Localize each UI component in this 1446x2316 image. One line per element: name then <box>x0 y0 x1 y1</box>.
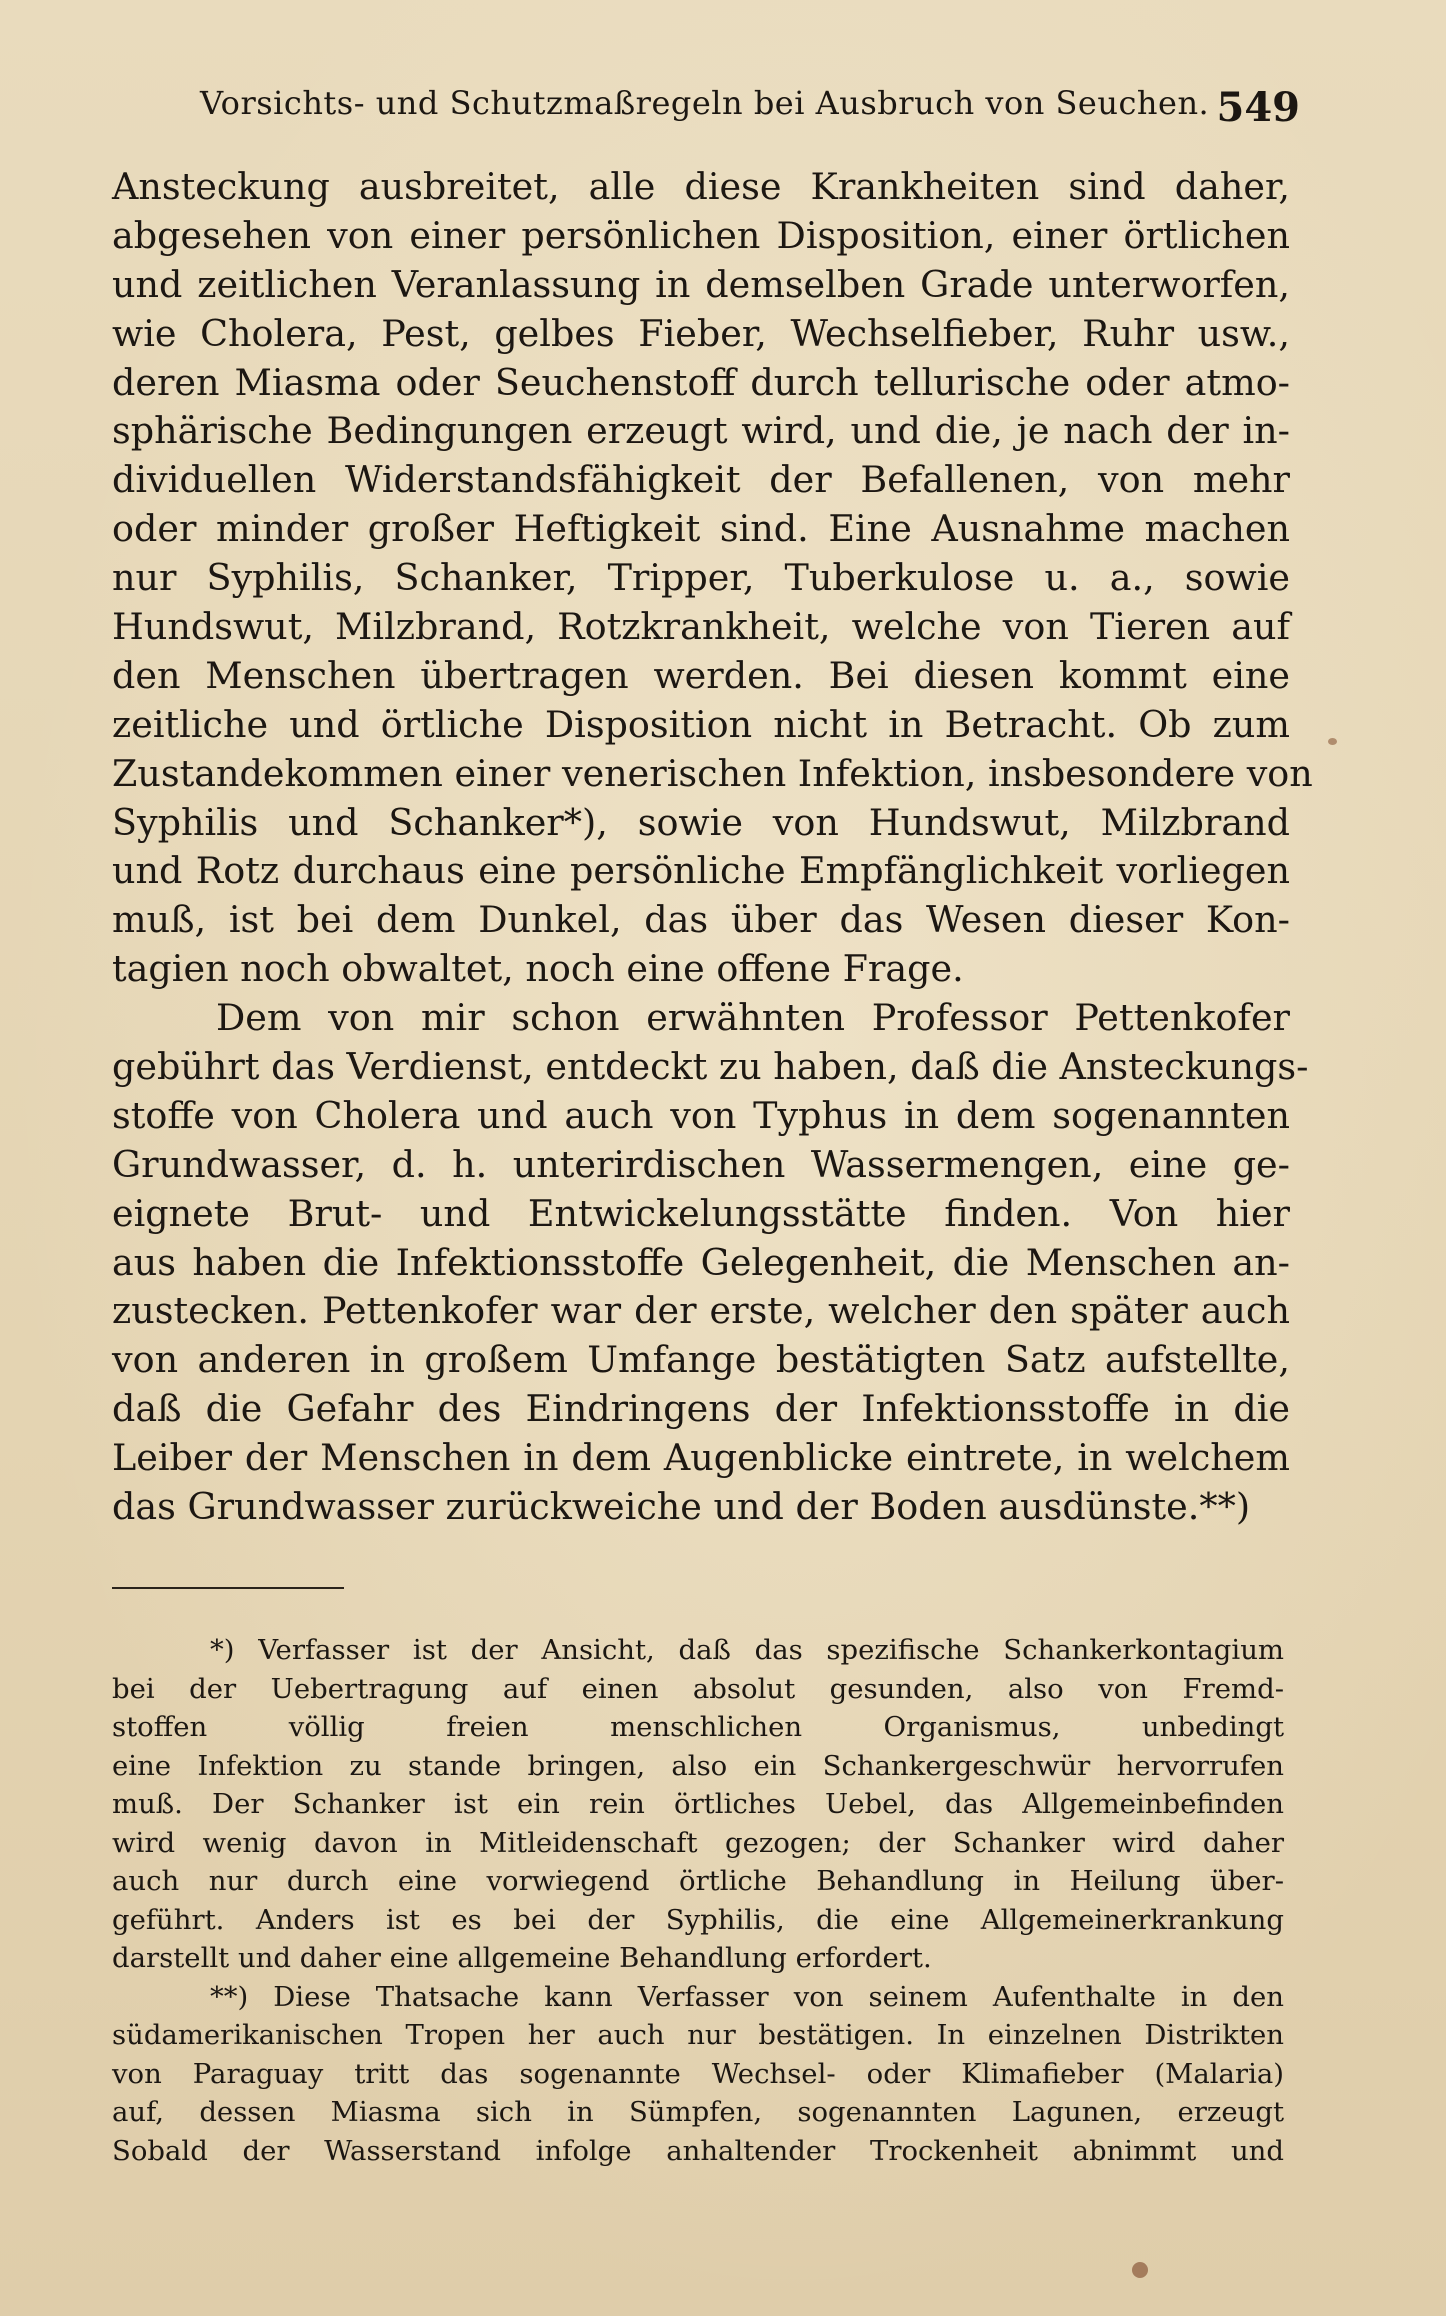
footnote-line: darstellt und daher eine allgemeine Behandlung erfordert. <box>112 1942 932 1974</box>
text-line: wie Cholera, Pest, gelbes Fieber, Wechselfieber, Ruhr usw., <box>112 311 1290 355</box>
footnote-line: wird wenig davon in Mitleidenschaft gezogen; der Schanker wird daher <box>112 1826 1284 1859</box>
text-line: Syphilis und Schanker*), sowie von Hundswut, Milzbrand <box>112 800 1290 844</box>
main-text <box>112 163 1313 1532</box>
text-line: abgesehen von einer persönlichen Disposition, einer örtlichen <box>112 213 1290 257</box>
footnote-line: auf, dessen Miasma sich in Sümpfen, sogenannten Lagunen, erzeugt <box>112 2096 1284 2128</box>
text-line: den Menschen übertragen werden. Bei diesen kommt eine <box>112 653 1290 697</box>
text-line: dividuellen Widerstandsfähigkeit der Befallenen, von mehr <box>112 458 1290 502</box>
text-line: oder minder großer Heftigkeit sind. Eine Ausnahme machen <box>112 507 1290 551</box>
footnote-line: auch nur durch eine vorwiegend örtliche Behandlung in Heilung über- <box>112 1865 1284 1897</box>
text-line: Dem von mir schon erwähnten Professor Pettenkofer <box>216 996 1290 1040</box>
footnote-line: eine Infektion zu stande bringen, also ein Schankergeschwür hervorrufen <box>112 1749 1284 1782</box>
text-line: zustecken. Pettenkofer war der erste, welcher den später auch <box>112 1289 1290 1333</box>
footnote-line: **) Diese Thatsache kann Verfasser von seinem Aufenthalte in den <box>210 1980 1284 2013</box>
footnote-line: südamerikanischen Tropen her auch nur bestätigen. In einzelnen Distrikten <box>112 2019 1284 2051</box>
footnote-line: muß. Der Schanker ist ein rein örtliches Uebel, das Allgemeinbefinden <box>112 1788 1284 1820</box>
paragraph-2 <box>112 994 1309 1532</box>
footnote-2 <box>112 1978 1284 2171</box>
text-line: Grundwasser, d. h. unterirdischen Wassermengen, eine ge- <box>112 1142 1290 1186</box>
text-line: und Rotz durchaus eine persönliche Empfänglichkeit vorliegen <box>112 849 1290 893</box>
text-line: sphärische Bedingungen erzeugt wird, und die, je nach der in- <box>112 409 1290 453</box>
page-header <box>200 84 1300 142</box>
text-line: tagien noch obwaltet, noch eine offene Frage. <box>112 947 964 991</box>
running-head: Vorsichts- und Schutzmaßregeln bei Ausbruch von Seuchen. <box>200 84 1210 122</box>
text-line: Hundswut, Milzbrand, Rotzkrankheit, welche von Tieren auf <box>112 605 1290 649</box>
text-line: deren Miasma oder Seuchenstoff durch tellurische oder atmo- <box>112 360 1290 404</box>
footnote-line: bei der Uebertragung auf einen absolut gesunden, also von Fremd- <box>112 1672 1284 1705</box>
text-line: nur Syphilis, Schanker, Tripper, Tuberkulose u. a., sowie <box>112 556 1290 600</box>
footnote-line: von Paraguay tritt das sogenannte Wechsel- oder Klimafieber (Malaria) <box>112 2057 1284 2090</box>
footnote-rule <box>112 1587 344 1589</box>
footnote-line: stoffen völlig freien menschlichen Organismus, unbedingt <box>112 1711 1284 1743</box>
text-line: zeitliche und örtliche Disposition nicht in Betracht. Ob zum <box>112 702 1290 746</box>
text-line: Leiber der Menschen in dem Augenblicke eintrete, in welchem <box>112 1436 1290 1480</box>
text-line: und zeitlichen Veranlassung in demselben Grade unterworfen, <box>112 262 1290 306</box>
text-line: aus haben die Infektionsstoffe Gelegenheit, die Menschen an- <box>112 1240 1290 1284</box>
text-line: gebührt das Verdienst, entdeckt zu haben, daß die Ansteckungs- <box>112 1045 1309 1089</box>
footnote-line: *) Verfasser ist der Ansicht, daß das spezifische Schankerkontagium <box>210 1634 1284 1666</box>
footnote-line: Sobald der Wasserstand infolge anhaltender Trockenheit abnimmt und <box>112 2134 1284 2167</box>
text-line: von anderen in großem Umfange bestätigten Satz aufstellte, <box>112 1338 1290 1382</box>
text-line: daß die Gefahr des Eindringens der Infektionsstoffe in die <box>112 1387 1290 1431</box>
paper-speck <box>1328 738 1337 745</box>
paper-speck <box>1132 2262 1148 2278</box>
footnotes <box>112 1631 1284 2170</box>
text-line: das Grundwasser zurückweiche und der Boden ausdünste.**) <box>112 1485 1251 1529</box>
page-number: 549 <box>1216 84 1300 131</box>
text-line: eignete Brut- und Entwickelungsstätte finden. Von hier <box>112 1191 1290 1235</box>
footnote-line: geführt. Anders ist es bei der Syphilis, die eine Allgemeinerkrankung <box>112 1903 1284 1936</box>
paragraph-1 <box>112 163 1313 994</box>
text-line: stoffe von Cholera und auch von Typhus in dem sogenannten <box>112 1093 1290 1137</box>
text-line: muß, ist bei dem Dunkel, das über das Wesen dieser Kon- <box>112 898 1290 942</box>
footnote-1 <box>112 1631 1284 1978</box>
text-line: Zustandekommen einer venerischen Infektion, insbesondere von <box>112 751 1313 795</box>
text-line: Ansteckung ausbreitet, alle diese Krankheiten sind daher, <box>112 165 1290 208</box>
